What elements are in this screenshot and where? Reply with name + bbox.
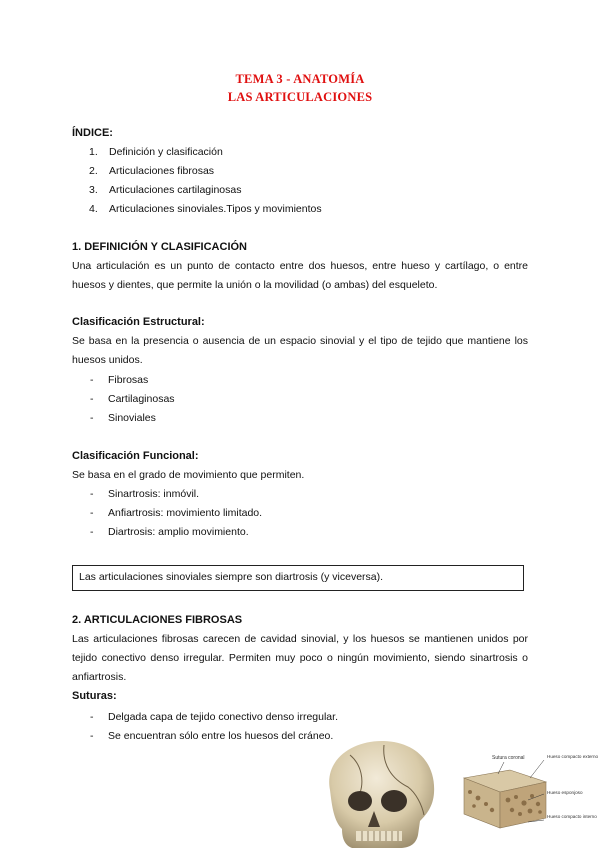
list-item: - Sinartrosis: inmóvil. <box>90 488 200 500</box>
label-coronal-suture: Sutura coronal <box>492 755 525 761</box>
sutures-heading: Suturas: <box>72 690 117 702</box>
list-item: - Delgada capa de tejido conectivo denso irregular. <box>90 711 338 723</box>
list-item: - Diartrosis: amplio movimiento. <box>90 526 249 538</box>
document-subtitle: LAS ARTICULACIONES <box>227 90 373 104</box>
functional-text: Se basa en el grado de movimiento que permiten. <box>72 469 305 481</box>
label-inner-compact: Hueso compacto interno <box>547 814 597 819</box>
list-item: - Sinoviales <box>90 412 156 424</box>
note-box <box>72 565 524 591</box>
index-item[interactable]: 2. Articulaciones fibrosas <box>89 165 215 177</box>
section2-heading: 2. ARTICULACIONES FIBROSAS <box>72 614 243 626</box>
label-spongy-bone: Hueso esponjoso <box>547 790 583 795</box>
section2-paragraph: Las articulaciones fibrosas carecen de cavidad sinovial, y los huesos se mantienen unidos por tejido conectivo denso irregular. Permiten muy poco o ningún movimiento, siendo sinartrosis o anfiartrosis. <box>72 633 528 683</box>
index-item[interactable]: 3. Articulaciones cartilaginosas <box>89 184 242 196</box>
index-heading: ÍNDICE: <box>72 127 113 139</box>
label-outer-compact: Hueso compacto externo <box>547 754 599 759</box>
list-item: - Anfiartrosis: movimiento limitado. <box>90 507 263 519</box>
skull-image <box>312 735 442 848</box>
section1-heading: 1. DEFINICIÓN Y CLASIFICACIÓN <box>72 241 248 253</box>
document-title: TEMA 3 - ANATOMÍA <box>235 72 365 86</box>
section1-paragraph: Una articulación es un punto de contacto entre dos huesos, entre hueso y cartílago, o entre huesos y dientes, que permite la unión o la movilidad (o ambas) del esqueleto. <box>72 260 528 291</box>
index-item[interactable]: 4. Articulaciones sinoviales.Tipos y movimientos <box>89 203 322 215</box>
bone-section-diagram <box>458 748 600 848</box>
note-text: Las articulaciones sinoviales siempre son diartrosis (y viceversa). <box>79 571 384 583</box>
list-item: - Cartilaginosas <box>90 393 175 405</box>
structural-heading: Clasificación Estructural: <box>72 316 205 328</box>
functional-heading: Clasificación Funcional: <box>72 450 199 462</box>
list-item: - Se encuentran sólo entre los huesos del cráneo. <box>90 730 334 742</box>
index-item[interactable]: 1. Definición y clasificación <box>89 146 223 158</box>
list-item: - Fibrosas <box>90 374 149 386</box>
structural-text: Se basa en la presencia o ausencia de un espacio sinovial y el tipo de tejido que mantiene los huesos unidos. <box>72 335 528 366</box>
